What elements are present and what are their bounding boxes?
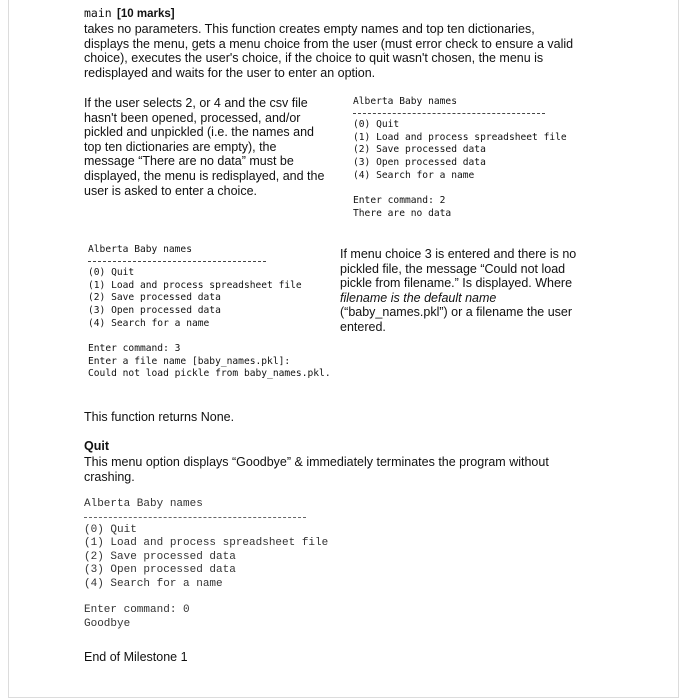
console-example-pickle bbox=[88, 244, 331, 381]
pickle-line: entered. bbox=[340, 319, 386, 334]
menu-title: Alberta Baby names bbox=[88, 244, 192, 255]
menu-option: (4) Search for a name bbox=[88, 317, 210, 329]
no-data-line: pickled and unpickled (i.e. the names and bbox=[84, 125, 315, 140]
menu-divider bbox=[84, 517, 306, 518]
menu-option: (1) Load and process spreadsheet file bbox=[88, 279, 302, 291]
menu-option: (1) Load and process spreadsheet file bbox=[84, 537, 329, 549]
intro-paragraph bbox=[84, 22, 644, 80]
returns-text: This function returns None. bbox=[84, 410, 235, 424]
no-data-line: user is asked to enter a choice. bbox=[84, 183, 258, 198]
menu-option: (2) Save processed data bbox=[88, 292, 221, 304]
quit-paragraph bbox=[84, 455, 644, 484]
quit-line: crashing. bbox=[84, 469, 135, 484]
no-data-line: top ten dictionaries are empty), the bbox=[84, 139, 277, 154]
menu-option: (4) Search for a name bbox=[84, 577, 223, 590]
menu-option: (2) Save processed data bbox=[353, 144, 486, 156]
command-output: Could not load pickle from baby_names.pkl. bbox=[88, 368, 331, 380]
file-name-prompt: Enter a file name [baby_names.pkl]: bbox=[88, 355, 291, 367]
menu-option: (4) Search for a name bbox=[353, 169, 475, 181]
command-output: There are no data bbox=[353, 207, 452, 219]
console-example-quit bbox=[84, 498, 328, 631]
no-data-line: If the user selects 2, or 4 and the csv file bbox=[84, 96, 308, 110]
menu-title: Alberta Baby names bbox=[353, 96, 457, 107]
command-prompt: Enter command: 2 bbox=[353, 194, 446, 206]
pickle-paragraph bbox=[340, 247, 610, 335]
no-data-line: hasn't been opened, processed, and/or bbox=[84, 110, 301, 125]
console-example-no-data bbox=[353, 96, 567, 220]
intro-line: displays the menu, gets a menu choice from the user (must error check to ensure a valid bbox=[84, 36, 574, 51]
menu-option: (0) Quit bbox=[84, 523, 137, 536]
section-header bbox=[84, 6, 175, 20]
menu-divider bbox=[353, 113, 545, 114]
no-data-paragraph bbox=[84, 96, 344, 198]
intro-line: choice), executes the user's choice, if the choice to quit wasn't chosen, the menu is bbox=[84, 51, 544, 66]
pickle-line: If menu choice 3 is entered and there is no bbox=[340, 247, 577, 261]
pickle-line: pickle from filename.” Is displayed. Where bbox=[340, 276, 573, 291]
menu-divider bbox=[88, 261, 266, 262]
menu-title: Alberta Baby names bbox=[84, 498, 203, 510]
marks-label: [10 marks] bbox=[117, 8, 175, 20]
main-function-name: main bbox=[84, 6, 112, 20]
pickle-line: (“baby_names.pkl”) or a filename the user bbox=[340, 305, 573, 320]
command-output: Goodbye bbox=[84, 617, 131, 630]
command-prompt: Enter command: 0 bbox=[84, 604, 190, 616]
intro-line: redisplayed and waits for the user to enter an option. bbox=[84, 65, 376, 80]
menu-option: (2) Save processed data bbox=[84, 550, 236, 563]
pickle-line: filename is the default name bbox=[340, 290, 497, 305]
menu-option: (3) Open processed data bbox=[84, 564, 236, 576]
intro-line: takes no parameters. This function creates empty names and top ten dictionaries, bbox=[84, 22, 535, 36]
pickle-line: pickled file, the message “Could not load bbox=[340, 261, 566, 276]
menu-option: (3) Open processed data bbox=[88, 305, 221, 317]
menu-option: (3) Open processed data bbox=[353, 157, 486, 169]
no-data-line: message “There are no data” must be bbox=[84, 154, 294, 169]
menu-option: (0) Quit bbox=[88, 266, 135, 278]
no-data-line: displayed, the menu is redisplayed, and the bbox=[84, 168, 325, 183]
quit-heading: Quit bbox=[84, 439, 109, 453]
menu-option: (0) Quit bbox=[353, 118, 400, 130]
milestone-footer: End of Milestone 1 bbox=[84, 650, 188, 664]
menu-option: (1) Load and process spreadsheet file bbox=[353, 131, 567, 143]
command-prompt: Enter command: 3 bbox=[88, 342, 181, 354]
quit-line: This menu option displays “Goodbye” & immediately terminates the program without bbox=[84, 455, 549, 469]
